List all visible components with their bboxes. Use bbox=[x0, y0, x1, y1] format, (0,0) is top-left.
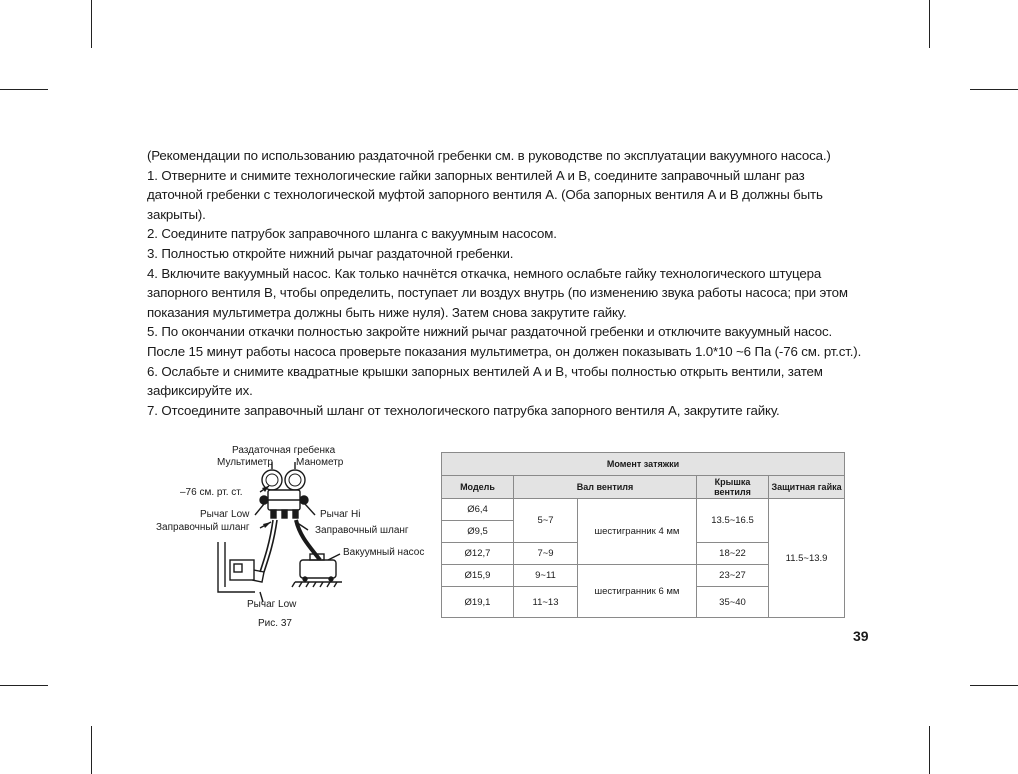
paragraph-line: 1. Отверните и снимите технологические гайки запорных вентилей A и B, соедините заправочный шланг раз bbox=[147, 167, 805, 183]
crop-mark bbox=[0, 89, 48, 90]
cell-model: Ø15,9 bbox=[442, 565, 514, 587]
multimeter-gauge-icon bbox=[262, 470, 282, 490]
col-header-model: Модель bbox=[442, 476, 514, 499]
crop-mark bbox=[970, 89, 1018, 90]
table-row bbox=[442, 499, 845, 521]
instruction-text bbox=[147, 146, 862, 420]
table-title: Момент затяжки bbox=[442, 453, 845, 476]
cell-hex: шестигранник 4 мм bbox=[578, 499, 697, 565]
paragraph-line: 6. Ослабьте и снимите квадратные крышки запорных вентилей A и B, чтобы полностью открыть вентили, затем bbox=[147, 363, 823, 379]
figure-caption: Рис. 37 bbox=[258, 618, 292, 629]
cell-cap: 18~22 bbox=[697, 543, 769, 565]
cell-shaft: 9~11 bbox=[514, 565, 578, 587]
crop-mark bbox=[0, 685, 48, 686]
cell-model: Ø12,7 bbox=[442, 543, 514, 565]
paragraph-line: После 15 минут работы насоса проверьте показания мультиметра, он должен показывать 1.0*10 ~6 Па (-76 см. рт.ст.). bbox=[147, 343, 862, 359]
cell-cap: 23~27 bbox=[697, 565, 769, 587]
label-vacuum-reading: –76 см. рт. ст. bbox=[180, 487, 243, 498]
col-header-cap: Крышка вентиля bbox=[697, 476, 769, 499]
col-header-shaft: Вал вентиля bbox=[514, 476, 697, 499]
paragraph-line: 7. Отсоедините заправочный шланг от технологического патрубка запорного вентиля A, закрутите гайку. bbox=[147, 402, 780, 418]
cell-shaft: 11~13 bbox=[514, 587, 578, 618]
crop-mark bbox=[91, 726, 92, 774]
col-header-nut: Защитная гайка bbox=[769, 476, 845, 499]
label-vacuum-pump: Вакуумный насос bbox=[343, 547, 425, 558]
label-lever-hi: Рычаг Hi bbox=[320, 509, 361, 520]
label-manifold: Раздаточная гребенка bbox=[232, 445, 336, 456]
vacuum-pump-icon bbox=[300, 560, 336, 578]
label-multimeter: Мультиметр bbox=[217, 457, 273, 468]
pressure-gauge-icon bbox=[285, 470, 305, 490]
paragraph-line: зафиксируйте их. bbox=[147, 383, 253, 399]
label-hose-right: Заправочный шланг bbox=[315, 525, 409, 536]
page-number: 39 bbox=[853, 628, 869, 644]
cell-hex: шестигранник 6 мм bbox=[578, 565, 697, 618]
label-lever-low-bottom: Рычаг Low bbox=[247, 599, 297, 610]
label-hose-left: Заправочный шланг bbox=[156, 522, 250, 533]
cell-shaft: 5~7 bbox=[514, 499, 578, 543]
cell-shaft: 7~9 bbox=[514, 543, 578, 565]
cell-cap: 13.5~16.5 bbox=[697, 499, 769, 543]
paragraph-line: закрыты). bbox=[147, 206, 206, 222]
paragraph-line: 2. Соедините патрубок заправочного шланга с вакуумным насосом. bbox=[147, 226, 557, 242]
label-lever-low: Рычаг Low bbox=[200, 509, 250, 520]
paragraph-line: (Рекомендации по использованию раздаточной гребенки см. в руководстве по эксплуатации вакуумного насоса.) bbox=[147, 148, 831, 163]
paragraph-line: 5. По окончании откачки полностью закройте нижний рычаг раздаточной гребенки и отключите вакуумный насос. bbox=[147, 324, 833, 340]
paragraph-line: показания мультиметра должны быть ниже нуля). Затем снова закрутите гайку. bbox=[147, 304, 627, 320]
crop-mark bbox=[929, 726, 930, 774]
figure-37 bbox=[150, 442, 435, 634]
cell-cap: 35~40 bbox=[697, 587, 769, 618]
paragraph-line: 3. Полностью откройте нижний рычаг раздаточной гребенки. bbox=[147, 245, 514, 261]
torque-table bbox=[441, 452, 845, 618]
crop-mark bbox=[970, 685, 1018, 686]
cell-nut: 11.5~13.9 bbox=[769, 499, 845, 618]
label-gauge: Манометр bbox=[296, 457, 344, 468]
cell-model: Ø6,4 bbox=[442, 499, 514, 521]
paragraph-line: 4. Включите вакуумный насос. Как только начнётся откачка, немного ослабьте гайку технологического штуцера bbox=[147, 265, 822, 281]
paragraph-line: запорного вентиля B, чтобы определить, поступает ли воздух внутрь (по изменению звука работы насоса; при этом bbox=[147, 285, 848, 301]
crop-mark bbox=[91, 0, 92, 48]
cell-model: Ø9,5 bbox=[442, 521, 514, 543]
paragraph-line: даточной гребенки с технологической муфтой запорного вентиля A. (Оба запорных вентиля A и B должны быть bbox=[147, 187, 823, 203]
crop-mark bbox=[929, 0, 930, 48]
cell-model: Ø19,1 bbox=[442, 587, 514, 618]
